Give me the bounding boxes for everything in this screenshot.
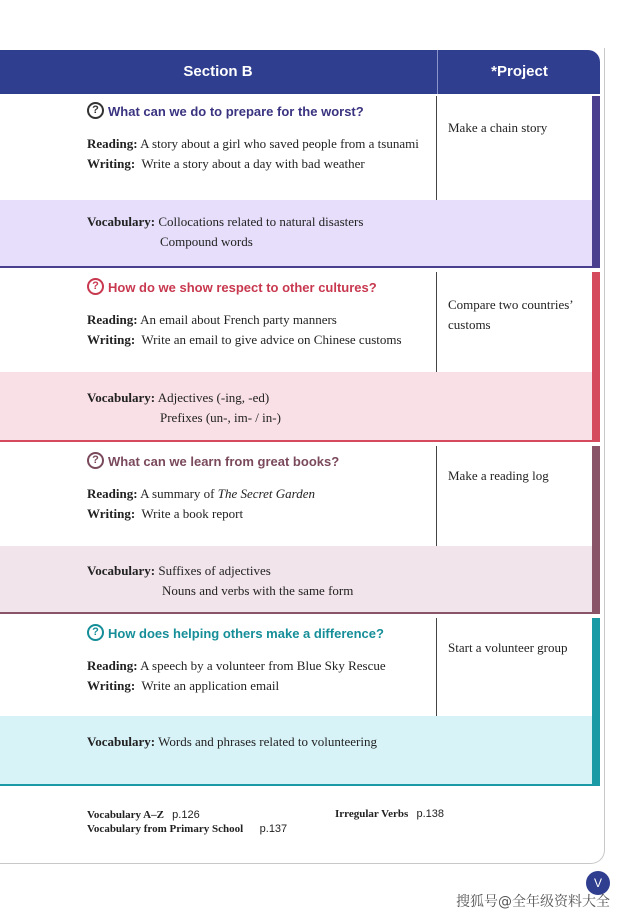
unit-bottom-rule xyxy=(0,266,600,268)
column-divider xyxy=(436,618,437,716)
page-number-badge: V xyxy=(586,871,610,895)
question-icon: ? xyxy=(87,452,104,469)
unit-3 xyxy=(0,446,600,614)
vocabulary-line: Vocabulary: Adjectives (-ing, -ed) xyxy=(87,390,270,405)
footer-vocab-az-page: p.126 xyxy=(172,809,200,821)
writing-line: Writing: Write a book report xyxy=(87,506,244,521)
unit-question: How do we show respect to other cultures? xyxy=(108,280,377,295)
unit-bottom-rule xyxy=(0,440,600,442)
project-text: Compare two countries’ customs xyxy=(448,297,573,332)
unit-question: What can we learn from great books? xyxy=(108,454,340,469)
table-header xyxy=(0,50,600,94)
unit-color-bar xyxy=(592,96,600,268)
vocabulary-line-2: Prefixes (un-, im- / in-) xyxy=(160,410,281,425)
footer-vocab-az: Vocabulary A–Z p.126 xyxy=(87,809,200,821)
column-divider xyxy=(436,272,437,372)
footer-irregular-verbs: Irregular Verbs p.138 xyxy=(335,808,445,820)
project-text: Make a reading log xyxy=(448,468,549,483)
vocabulary-line-2: Nouns and verbs with the same form xyxy=(162,583,354,598)
question-icon: ? xyxy=(87,278,104,295)
reading-line: Reading: An email about French party manners xyxy=(87,312,337,327)
project-heading: *Project xyxy=(437,50,601,94)
vocabulary-line-2: Compound words xyxy=(160,234,253,249)
writing-line: Writing: Write an email to give advice on Chinese customs xyxy=(87,332,402,347)
vocabulary-band xyxy=(0,372,592,440)
unit-question: What can we do to prepare for the worst? xyxy=(108,104,364,119)
footer-vocab-primary-page: p.137 xyxy=(259,823,288,835)
question-icon: ? xyxy=(87,624,104,641)
column-divider xyxy=(436,446,437,546)
unit-color-bar xyxy=(592,272,600,442)
column-divider xyxy=(436,96,437,200)
reading-line: Reading: A story about a girl who saved people from a tsunami xyxy=(87,136,419,151)
unit-bottom-rule xyxy=(0,784,600,786)
footer-irregular-page: p.138 xyxy=(416,808,445,820)
project-text: Make a chain story xyxy=(448,120,548,135)
unit-bottom-rule xyxy=(0,612,600,614)
unit-question: How does helping others make a difference? xyxy=(108,626,384,641)
project-text: Start a volunteer group xyxy=(448,640,568,655)
unit-1 xyxy=(0,96,600,268)
watermark-text: 搜狐号@全年级资料大全 xyxy=(456,894,610,910)
writing-line: Writing: Write an application email xyxy=(87,678,280,693)
vocabulary-line: Vocabulary: Suffixes of adjectives xyxy=(87,563,271,578)
footer-vocab-primary: Vocabulary from Primary School p.137 xyxy=(87,823,288,835)
vocabulary-band xyxy=(0,200,592,266)
vocabulary-line: Vocabulary: Collocations related to natural disasters xyxy=(87,214,364,229)
unit-4 xyxy=(0,618,600,786)
unit-2 xyxy=(0,272,600,442)
writing-line: Writing: Write a story about a day with bad weather xyxy=(87,156,365,171)
reading-line: Reading: A speech by a volunteer from Blue Sky Rescue xyxy=(87,658,386,673)
vocabulary-band xyxy=(0,546,592,612)
unit-color-bar xyxy=(592,446,600,614)
section-b-heading: Section B xyxy=(183,63,253,80)
unit-color-bar xyxy=(592,618,600,786)
reading-line: Reading: A summary of The Secret Garden xyxy=(87,486,315,501)
vocabulary-band xyxy=(0,716,592,784)
vocabulary-line: Vocabulary: Words and phrases related to volunteering xyxy=(87,734,377,749)
question-icon: ? xyxy=(87,102,104,119)
